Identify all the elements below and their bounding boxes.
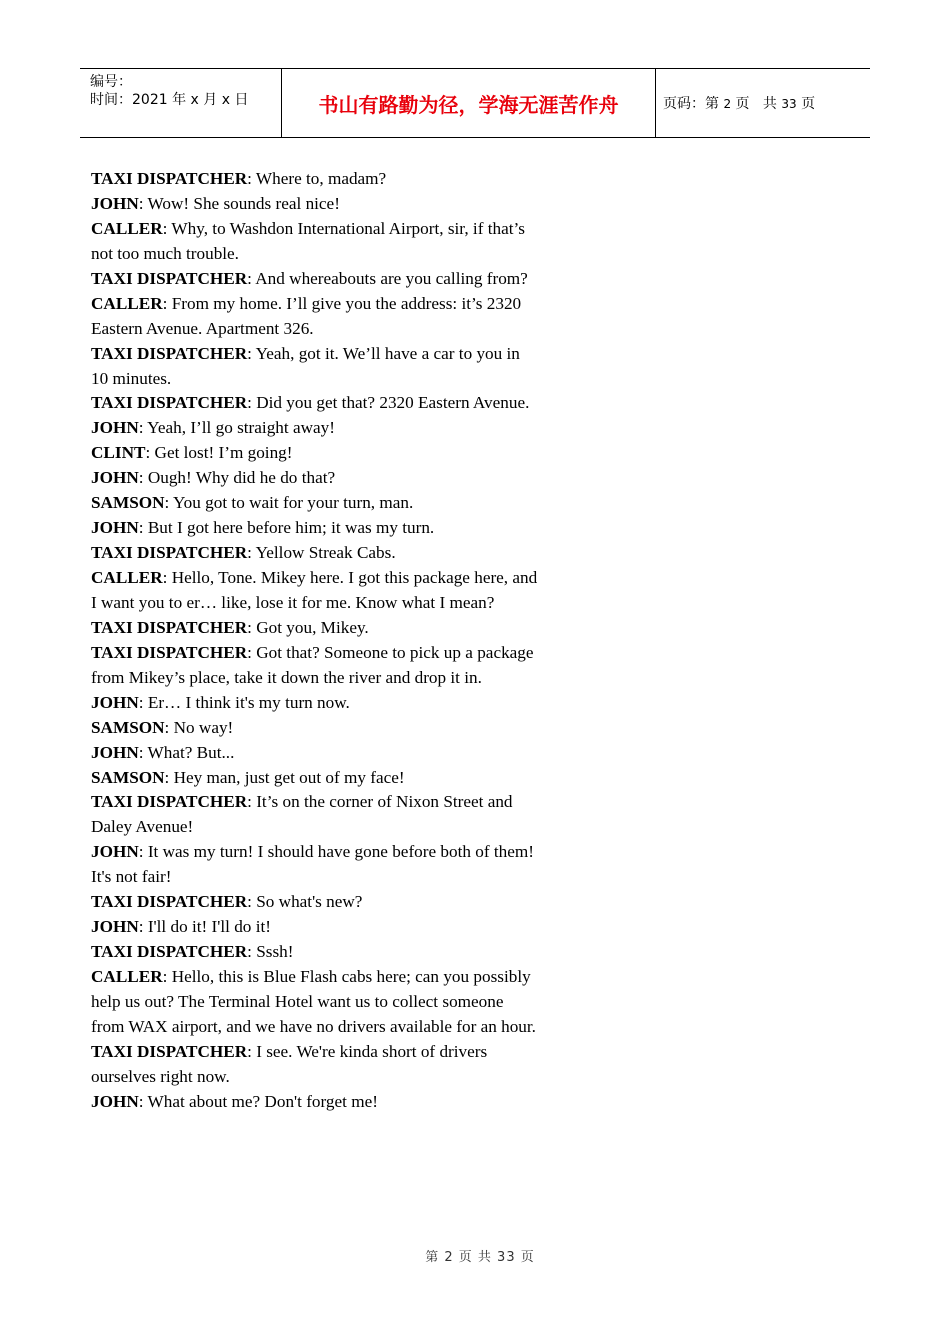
speaker-name: JOHN <box>91 692 139 712</box>
speaker-name: CALLER <box>91 218 163 238</box>
dialogue-line <box>91 292 541 342</box>
document-number-label: 编号： <box>90 74 132 90</box>
dialogue-line <box>91 840 541 890</box>
speaker-name: TAXI DISPATCHER <box>91 942 248 962</box>
dialogue-text: : What? But... <box>138 742 235 762</box>
dialogue-line <box>91 416 541 441</box>
dialogue-text: : Got you, Mikey. <box>247 617 369 637</box>
dialogue-line <box>91 267 541 292</box>
dialogue-text: : Yeah, I’ll go straight away! <box>138 418 335 438</box>
dialogue-line <box>91 441 541 466</box>
dialogue-line <box>91 516 541 541</box>
dialogue-text: : Why, to Washdon International Airport, sir, if that’s not too much trouble. <box>91 218 525 263</box>
speaker-name: SAMSON <box>91 767 165 787</box>
dialogue-text: : Get lost! I’m going! <box>145 443 293 463</box>
dialogue-line <box>91 192 541 217</box>
dialogue-text: : I see. We're kinda short of drivers ourselves right now. <box>91 1041 488 1086</box>
speaker-name: JOHN <box>91 917 139 937</box>
page-current: 2 <box>723 97 732 111</box>
speaker-name: TAXI DISPATCHER <box>91 642 248 662</box>
speaker-name: CALLER <box>91 293 163 313</box>
dialogue-text: : Yellow Streak Cabs. <box>247 543 396 563</box>
speaker-name: TAXI DISPATCHER <box>91 792 248 812</box>
dialogue-line <box>91 915 541 940</box>
dialogue-body <box>91 167 541 1115</box>
dialogue-line <box>91 342 541 392</box>
page-suffix: 页 <box>801 96 816 112</box>
dialogue-line <box>91 641 541 691</box>
page-header <box>80 68 870 138</box>
dialogue-line <box>91 167 541 192</box>
dialogue-text: : Sssh! <box>247 942 294 962</box>
header-page-indicator <box>663 94 815 114</box>
dialogue-text: : From my home. I’ll give you the address: it’s 2320 Eastern Avenue. Apartment 326. <box>91 293 522 338</box>
dialogue-line <box>91 217 541 267</box>
dialogue-text: : Got that? Someone to pick up a package from Mikey’s place, take it down the river and drop it in. <box>91 642 534 687</box>
page-prefix: 页码：第 <box>663 96 719 112</box>
speaker-name: TAXI DISPATCHER <box>91 892 248 912</box>
dialogue-line <box>91 391 541 416</box>
speaker-name: TAXI DISPATCHER <box>91 393 248 413</box>
dialogue-text: : But I got here before him; it was my turn. <box>138 518 435 538</box>
dialogue-text: : And whereabouts are you calling from? <box>247 268 528 288</box>
dialogue-text: : No way! <box>164 717 234 737</box>
dialogue-line <box>91 691 541 716</box>
dialogue-text: : Did you get that? 2320 Eastern Avenue. <box>247 393 530 413</box>
speaker-name: JOHN <box>91 193 139 213</box>
header-motto-cell <box>281 69 656 137</box>
speaker-name: CALLER <box>91 967 163 986</box>
dialogue-text: : Wow! She sounds real nice! <box>138 193 340 213</box>
dialogue-line <box>91 890 541 915</box>
speaker-name: JOHN <box>91 418 139 438</box>
page-total: 33 <box>781 97 797 111</box>
dialogue-text: : Yeah, got it. We’ll have a car to you in 10 minutes. <box>91 343 520 388</box>
dialogue-line <box>91 1040 541 1090</box>
dialogue-line <box>91 1090 541 1115</box>
speaker-name: CLINT <box>91 443 146 463</box>
speaker-name: CALLER <box>91 568 163 587</box>
speaker-name: JOHN <box>91 518 139 538</box>
header-page-cell <box>655 69 870 137</box>
speaker-name: TAXI DISPATCHER <box>91 617 248 637</box>
dialogue-text: : Hello, Tone. Mikey here. I got this package here, and I want you to er… like, lose it for me. Know what I mean? <box>91 568 538 612</box>
dialogue-line <box>91 616 541 641</box>
dialogue-line <box>91 716 541 741</box>
dialogue-text: : Where to, madam? <box>247 169 387 188</box>
speaker-name: JOHN <box>91 1091 139 1111</box>
dialogue-line <box>91 940 541 965</box>
dialogue-line <box>91 491 541 516</box>
speaker-name: TAXI DISPATCHER <box>91 1041 248 1061</box>
document-date-label: 时间：2021 年 x 月 x 日 <box>90 92 249 108</box>
header-motto: 书山有路勤为径，学海无涯苦作舟 <box>318 93 619 117</box>
dialogue-line <box>91 541 541 566</box>
dialogue-line <box>91 965 541 1040</box>
dialogue-line <box>91 766 541 791</box>
dialogue-line <box>91 741 541 766</box>
speaker-name: JOHN <box>91 468 139 488</box>
page-footer: 第 2 页 共 33 页 <box>425 1250 535 1265</box>
speaker-name: JOHN <box>91 842 139 862</box>
dialogue-text: : Hey man, just get out of my face! <box>164 767 405 787</box>
dialogue-text: : It’s on the corner of Nixon Street and Daley Avenue! <box>91 792 513 837</box>
speaker-name: TAXI DISPATCHER <box>91 268 248 288</box>
dialogue-text: : It was my turn! I should have gone before both of them! It's not fair! <box>91 842 534 887</box>
dialogue-line <box>91 566 541 616</box>
dialogue-text: : You got to wait for your turn, man. <box>164 493 414 513</box>
speaker-name: SAMSON <box>91 717 165 737</box>
speaker-name: TAXI DISPATCHER <box>91 169 248 188</box>
dialogue-text: : I'll do it! I'll do it! <box>138 917 271 937</box>
page-mid: 页 共 <box>735 96 777 112</box>
dialogue-line <box>91 790 541 840</box>
speaker-name: SAMSON <box>91 493 165 513</box>
dialogue-text: : So what's new? <box>247 892 363 912</box>
dialogue-text: : Ough! Why did he do that? <box>138 468 336 488</box>
speaker-name: TAXI DISPATCHER <box>91 543 248 563</box>
dialogue-text: : Er… I think it's my turn now. <box>138 692 350 712</box>
dialogue-text: : Hello, this is Blue Flash cabs here; can you possibly help us out? The Terminal Hotel want us to collect someone from WAX airport, and we have no drivers available for an hour. <box>91 967 536 1036</box>
header-info-cell <box>80 69 280 137</box>
dialogue-line <box>91 466 541 491</box>
speaker-name: JOHN <box>91 742 139 762</box>
speaker-name: TAXI DISPATCHER <box>91 343 248 363</box>
dialogue-text: : What about me? Don't forget me! <box>138 1091 378 1111</box>
